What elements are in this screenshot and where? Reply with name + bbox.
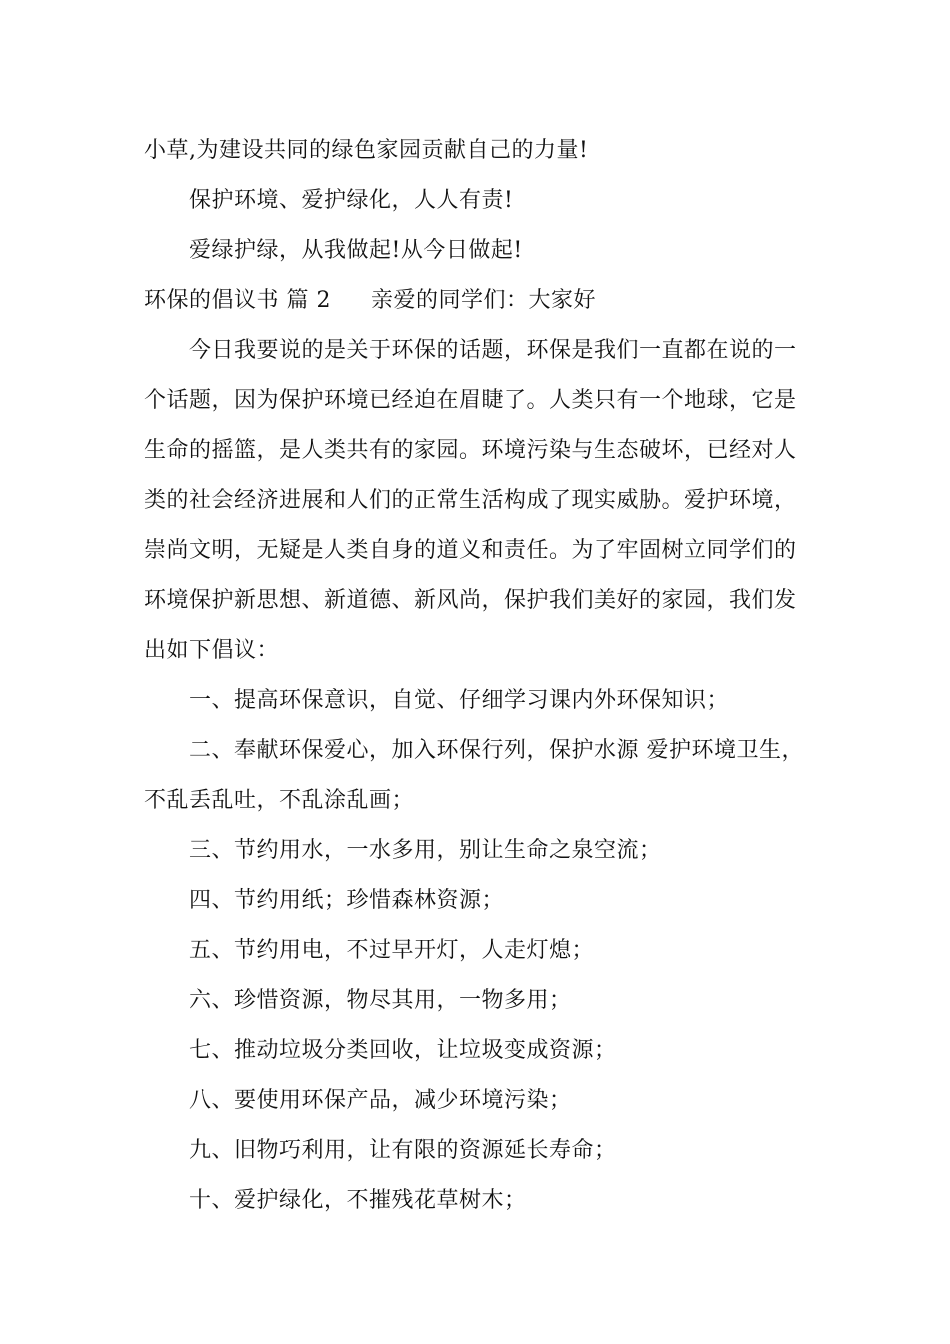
list-item-continuation: 不乱丢乱吐，不乱涂乱画； xyxy=(144,788,415,813)
body-line: 个话题，因为保护环境已经迫在眉睫了。人类只有一个地球，它是 xyxy=(144,388,797,413)
section-heading xyxy=(144,286,814,316)
list-item: 七、推动垃圾分类回收，让垃圾变成资源； xyxy=(189,1038,617,1063)
list-item: 十、爱护绿化，不摧残花草树木； xyxy=(189,1188,527,1213)
body-line: 出如下倡议： xyxy=(144,638,280,663)
body-line: 生命的摇篮，是人类共有的家园。环境污染与生态破坏，已经对人 xyxy=(144,438,797,463)
list-item: 三、节约用水，一水多用，别让生命之泉空流； xyxy=(189,838,662,863)
list-item: 五、节约用电，不过早开灯，人走灯熄； xyxy=(189,938,595,963)
list-item: 二、奉献环保爱心，加入环保行列，保护水源 爱护环境卫生， xyxy=(189,738,804,763)
body-line: 环境保护新思想、新道德、新风尚，保护我们美好的家园，我们发 xyxy=(144,588,797,613)
body-line: 崇尚文明，无疑是人类自身的道义和责任。为了牢固树立同学们的 xyxy=(144,538,797,563)
paragraph-line: 小草,为建设共同的绿色家园贡献自己的力量! xyxy=(144,138,589,163)
greeting: 亲爱的同学们：大家好 xyxy=(370,288,596,313)
list-item: 四、节约用纸；珍惜森林资源； xyxy=(189,888,505,913)
body-line: 类的社会经济进展和人们的正常生活构成了现实威胁。爱护环境， xyxy=(144,488,797,513)
paragraph-line: 保护环境、爱护绿化，人人有责! xyxy=(189,188,514,213)
list-item: 八、要使用环保产品，减少环境污染； xyxy=(189,1088,572,1113)
section-title: 环保的倡议书 篇 2 xyxy=(144,288,331,313)
list-item: 六、珍惜资源，物尽其用，一物多用； xyxy=(189,988,572,1013)
list-item: 九、旧物巧利用，让有限的资源延长寿命； xyxy=(189,1138,617,1163)
list-item: 一、提高环保意识，自觉、仔细学习课内外环保知识； xyxy=(189,688,730,713)
body-line: 今日我要说的是关于环保的话题，环保是我们一直都在说的一 xyxy=(189,338,797,363)
paragraph-line: 爱绿护绿，从我做起!从今日做起! xyxy=(189,238,523,263)
